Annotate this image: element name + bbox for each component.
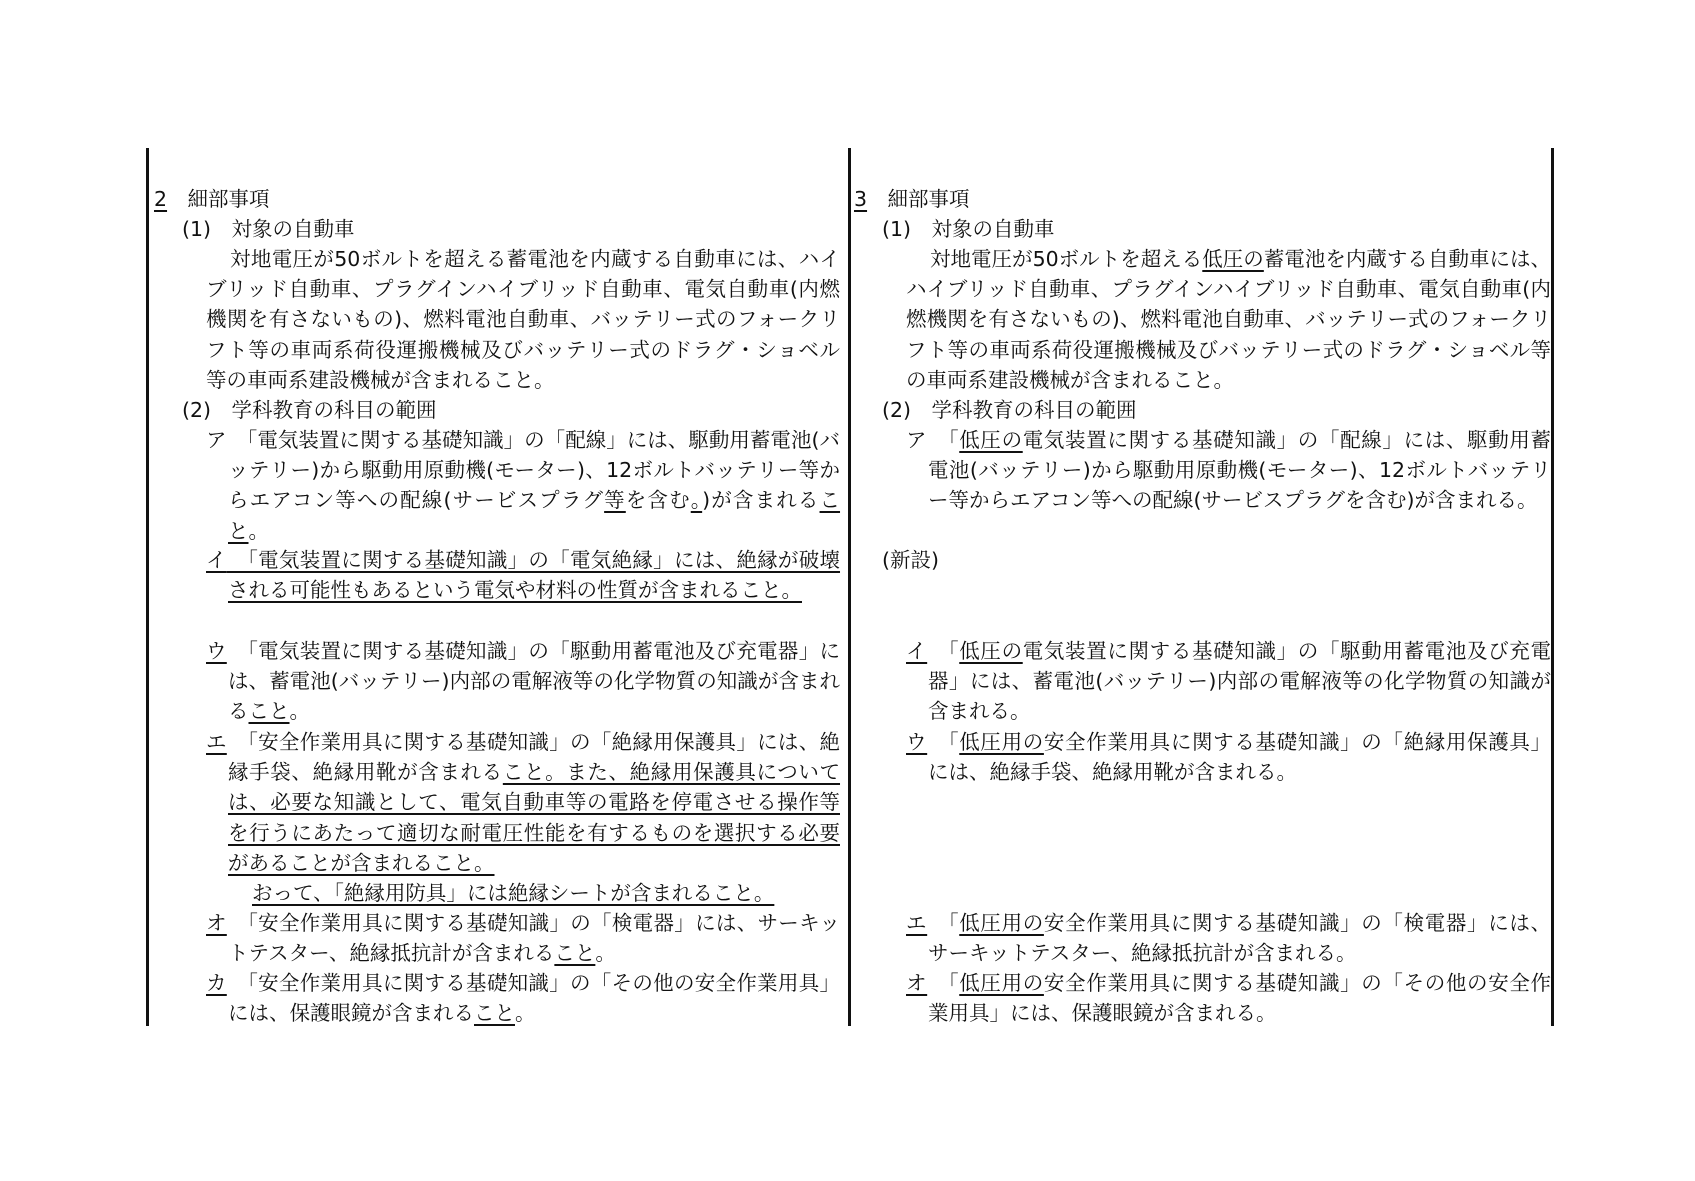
left-column [154, 148, 840, 1026]
left-item-a: ア 「電気装置に関する基礎知識」の「配線」には、駆動用蓄電池(バッテリー)から駆動用原動機(モーター)、12ボルトバッテリー等からエアコン等への配線(サービスプラグ等を含む。)が含まれること。 [206, 428, 841, 543]
left-item-ka: カ 「安全作業用具に関する基礎知識」の「その他の安全作業用具」には、保護眼鏡が含まれること。 [206, 971, 841, 1026]
right-item-e: エ 「低圧用の安全作業用具に関する基礎知識」の「検電器」には、サーキットテスター、絶縁抵抗計が含まれる。 [906, 911, 1552, 966]
right-section-2-title: (2) 学科教育の科目の範囲 [882, 398, 1137, 422]
center-divider [848, 148, 851, 1026]
left-section-1-title: (1) 対象の自動車 [182, 217, 355, 241]
right-heading: 3 細部事項 [854, 187, 970, 211]
left-heading: 2 細部事項 [154, 187, 270, 211]
left-item-i: イ 「電気装置に関する基礎知識」の「電気絶縁」には、絶縁が破壊される可能性もあるという電気や材料の性質が含まれること。 [206, 548, 841, 603]
right-item-o: オ 「低圧用の安全作業用具に関する基礎知識」の「その他の安全作業用具」には、保護眼鏡が含まれる。 [906, 971, 1552, 1026]
left-section-1-body: 対地電圧が50ボルトを超える蓄電池を内蔵する自動車には、ハイブリッド自動車、プラグインハイブリッド自動車、電気自動車(内燃機関を有さないもの)、燃料電池自動車、バッテリー式のフォークリフト等の車両系荷役運搬機械及びバッテリー式のドラグ・ショベル等の車両系建設機械が含まれること。 [206, 247, 840, 392]
right-item-a: ア 「低圧の電気装置に関する基礎知識」の「配線」には、駆動用蓄電池(バッテリー)から駆動用原動機(モーター)、12ボルトバッテリー等からエアコン等への配線(サービスプラグを含む)が含まれる。 [906, 428, 1552, 513]
left-item-e: エ 「安全作業用具に関する基礎知識」の「絶縁用保護具」には、絶縁手袋、絶縁用靴が含まれること。また、絶縁用保護具については、必要な知識として、電気自動車等の電路を停電させる操作等を行うにあたって適切な耐電圧性能を有するものを選択する必要があることが含まれること。 [206, 730, 841, 875]
left-item-e-note: おって、「絶縁用防具」には絶縁シートが含まれること。 [252, 881, 775, 905]
left-section-2-title: (2) 学科教育の科目の範囲 [182, 398, 437, 422]
right-item-u: ウ 「低圧用の安全作業用具に関する基礎知識」の「絶縁用保護具」には、絶縁手袋、絶縁用靴が含まれる。 [906, 730, 1552, 785]
left-border [146, 148, 149, 1026]
right-new-label: (新設) [882, 548, 939, 572]
right-item-i: イ 「低圧の電気装置に関する基礎知識」の「駆動用蓄電池及び充電器」には、蓄電池(バッテリー)内部の電解液等の化学物質の知識が含まれる。 [906, 639, 1552, 724]
left-item-o: オ 「安全作業用具に関する基礎知識」の「検電器」には、サーキットテスター、絶縁抵抗計が含まれること。 [206, 911, 841, 966]
right-border [1551, 148, 1554, 1026]
left-item-u: ウ 「電気装置に関する基礎知識」の「駆動用蓄電池及び充電器」には、蓄電池(バッテリー)内部の電解液等の化学物質の知識が含まれること。 [206, 639, 841, 724]
right-column [854, 148, 1551, 1026]
right-section-1-body: 対地電圧が50ボルトを超える低圧の蓄電池を内蔵する自動車には、ハイブリッド自動車、プラグインハイブリッド自動車、電気自動車(内燃機関を有さないもの)、燃料電池自動車、バッテリー式のフォークリフト等の車両系荷役運搬機械及びバッテリー式のドラグ・ショベル等の車両系建設機械が含まれること。 [906, 247, 1552, 392]
right-section-1-title: (1) 対象の自動車 [882, 217, 1055, 241]
